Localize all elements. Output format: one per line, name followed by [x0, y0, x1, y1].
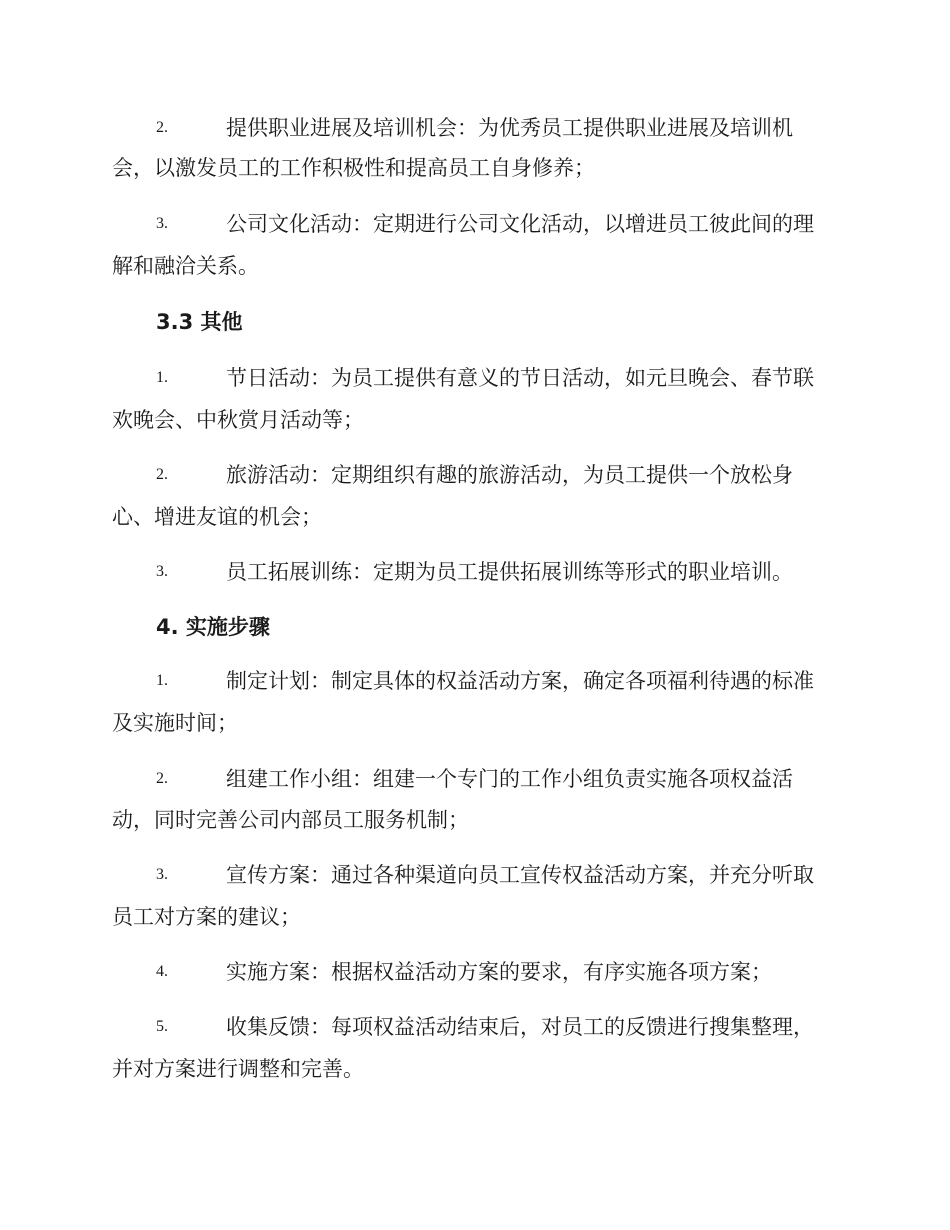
list-number: 3. [156, 563, 168, 580]
list-number: 2. [156, 466, 168, 483]
list-item-text-continued: 心、增进友谊的机会； [112, 505, 322, 529]
list-item-text: 宣传方案：通过各种渠道向员工宣传权益活动方案，并充分听取 [226, 863, 814, 887]
list-item-text: 旅游活动：定期组织有趣的旅游活动，为员工提供一个放松身 [226, 463, 793, 487]
list-number: 3. [156, 215, 168, 232]
list-item-text-continued: 解和融洽关系。 [112, 254, 259, 278]
list-number: 1. [156, 672, 168, 689]
list-item-text: 制定计划：制定具体的权益活动方案，确定各项福利待遇的标准 [226, 669, 814, 693]
list-item-text-continued: 及实施时间； [112, 711, 238, 735]
section-heading: 3.3 其他 [156, 310, 243, 334]
list-item-text-continued: 会，以激发员工的工作积极性和提高员工自身修养； [112, 156, 595, 180]
list-item-text: 实施方案：根据权益活动方案的要求，有序实施各项方案； [226, 960, 772, 984]
list-number: 2. [156, 119, 168, 136]
list-number: 2. [156, 770, 168, 787]
list-item-text-continued: 动，同时完善公司内部员工服务机制； [112, 808, 469, 832]
list-item-text: 员工拓展训练：定期为员工提供拓展训练等形式的职业培训。 [226, 560, 793, 584]
list-number: 1. [156, 369, 168, 386]
list-item-text: 收集反馈：每项权益活动结束后，对员工的反馈进行搜集整理， [226, 1015, 814, 1039]
list-number: 3. [156, 866, 168, 883]
list-item-text: 公司文化活动：定期进行公司文化活动，以增进员工彼此间的理 [226, 212, 814, 236]
list-number: 5. [156, 1018, 168, 1035]
list-number: 4. [156, 963, 168, 980]
list-item-text-continued: 员工对方案的建议； [112, 905, 301, 929]
list-item-text: 节日活动：为员工提供有意义的节日活动，如元旦晚会、春节联 [226, 366, 814, 390]
list-item-text-continued: 欢晚会、中秋赏月活动等； [112, 408, 364, 432]
list-item-text: 组建工作小组：组建一个专门的工作小组负责实施各项权益活 [226, 767, 793, 791]
section-heading: 4. 实施步骤 [156, 615, 270, 639]
list-item-text-continued: 并对方案进行调整和完善。 [112, 1057, 364, 1081]
list-item-text: 提供职业进展及培训机会：为优秀员工提供职业进展及培训机 [226, 116, 793, 140]
